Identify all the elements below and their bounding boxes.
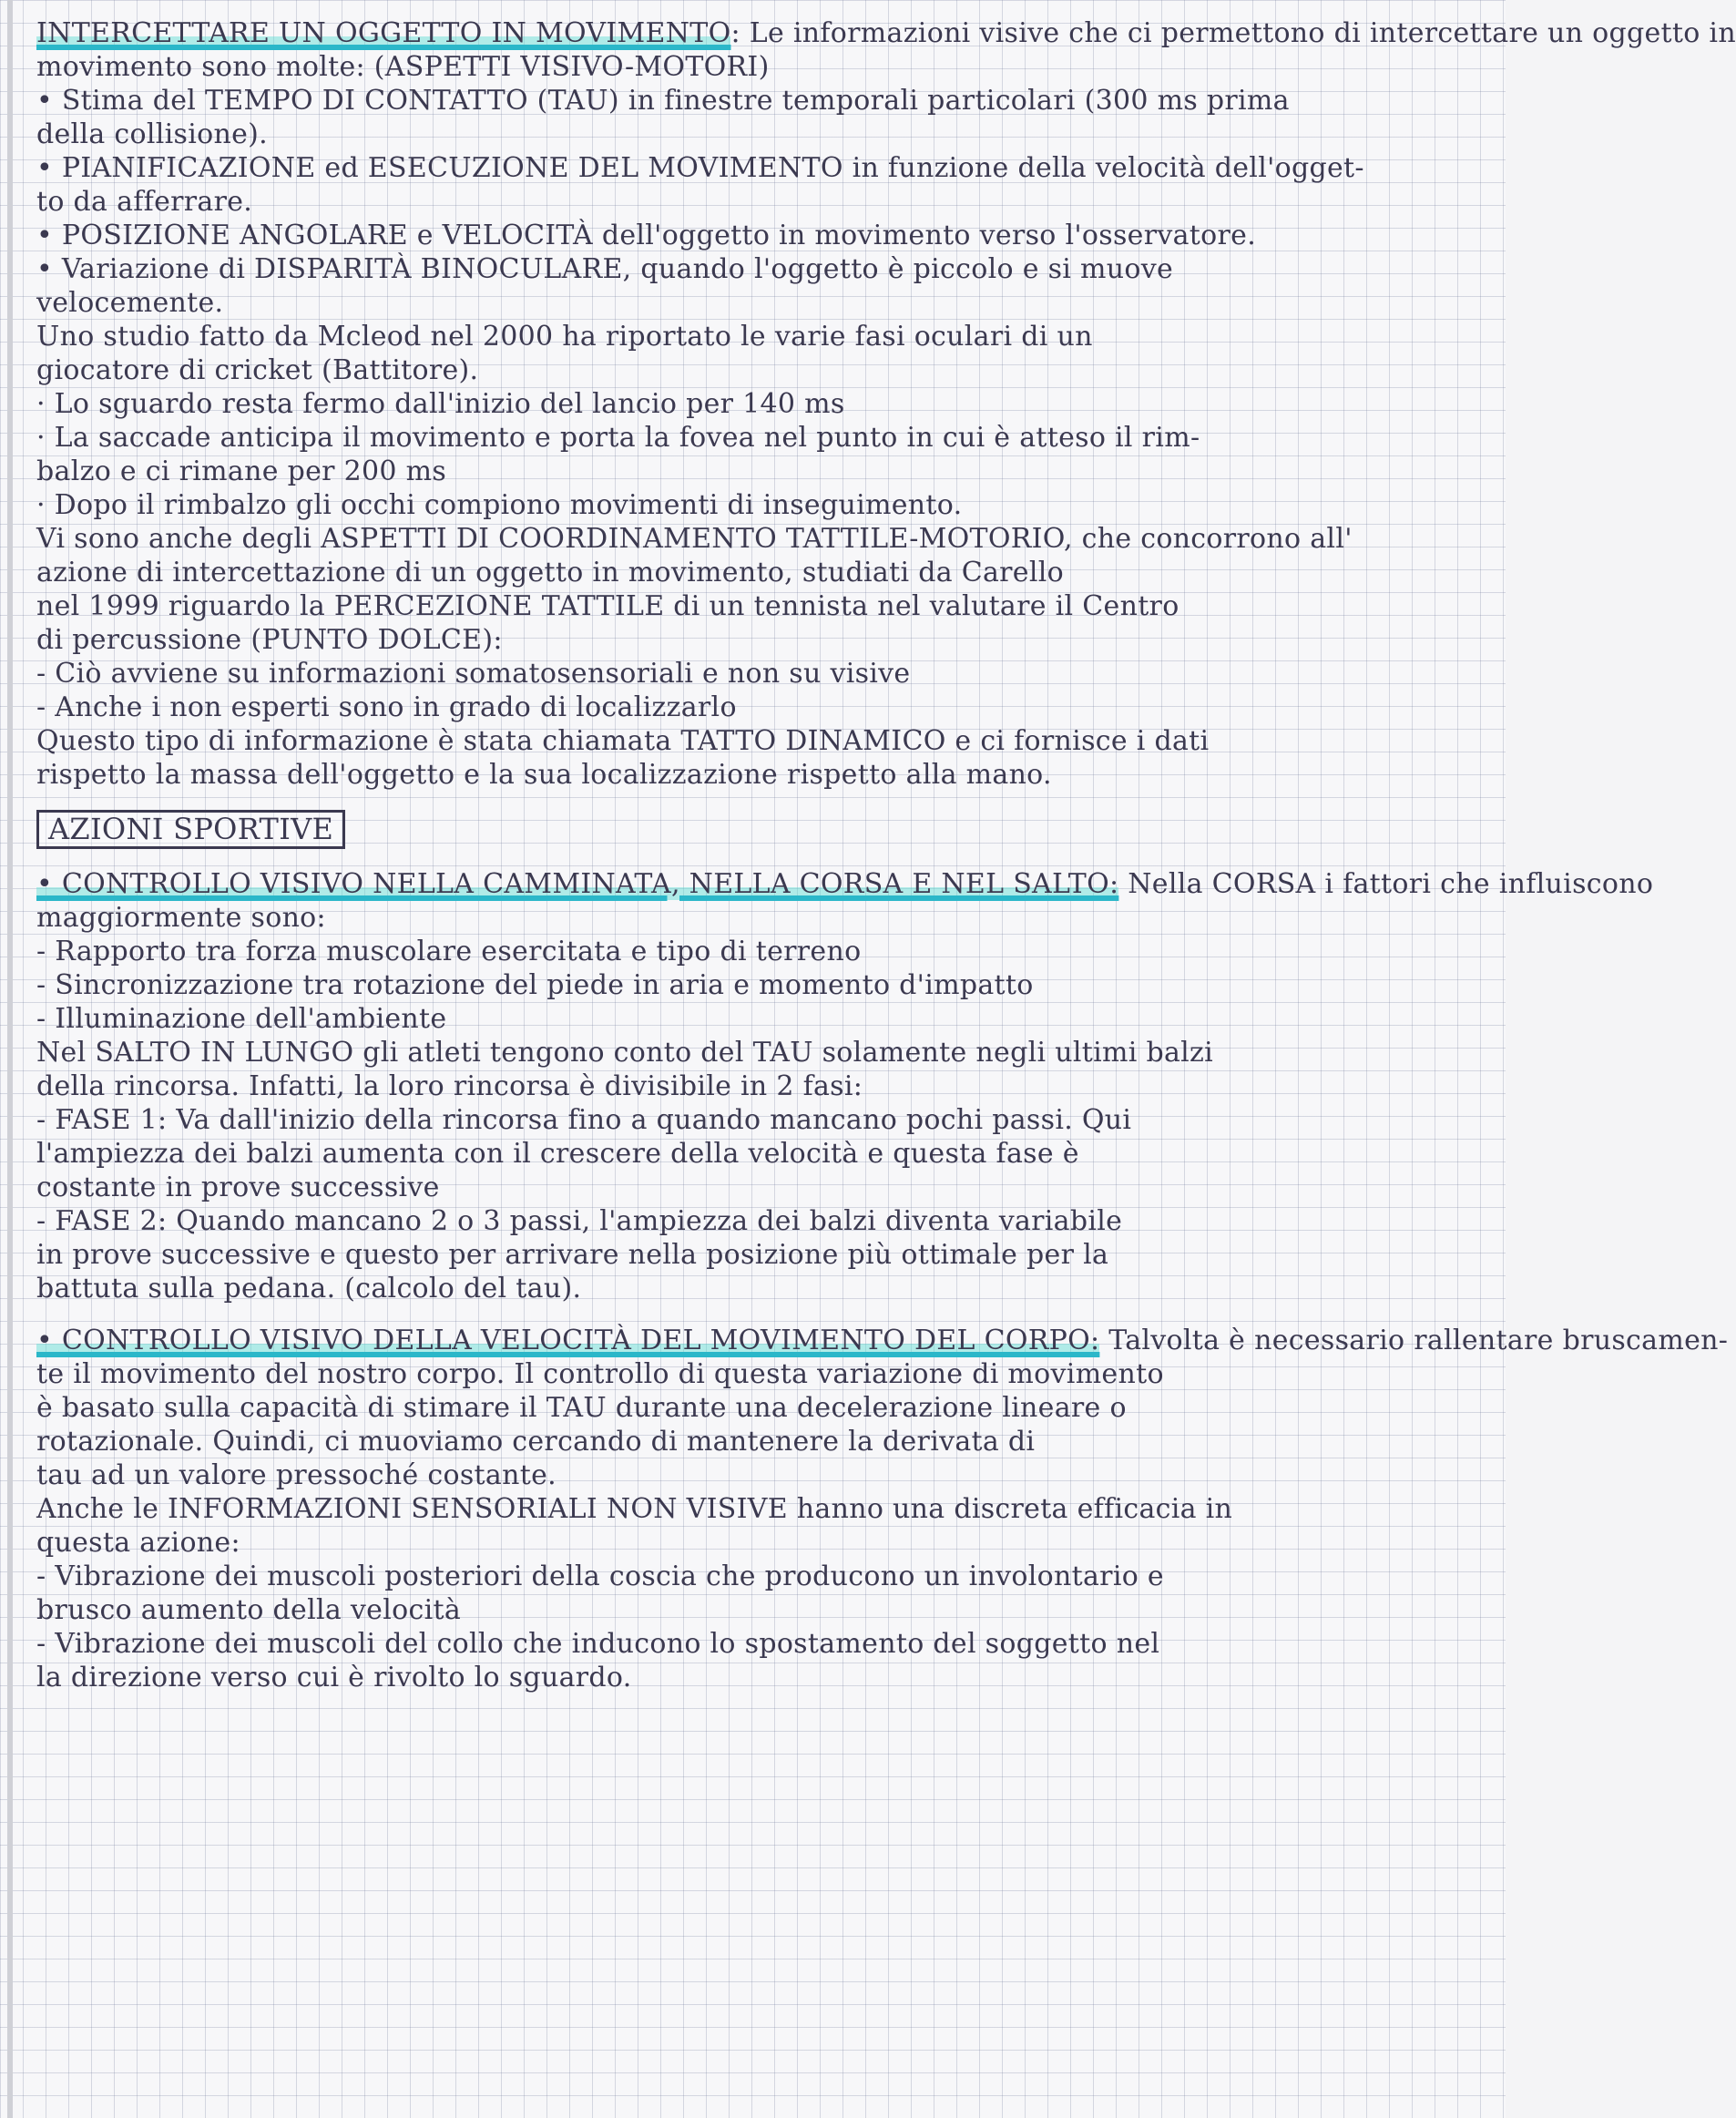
dash-item: - Vibrazione dei muscoli posteriori della coscia che producono un involontario e	[36, 1560, 1164, 1592]
section-title: INTERCETTARE UN OGGETTO IN MOVIMENTO	[36, 17, 731, 49]
paragraph-line: azione di intercettazione di un oggetto in movimento, studiati da Carello	[36, 557, 1065, 588]
paragraph-line: rispetto la massa dell'oggetto e la sua localizzazione rispetto alla mano.	[36, 759, 1052, 791]
paragraph-line: te il movimento del nostro corpo. Il controllo di questa variazione di movimento	[36, 1358, 1164, 1390]
paragraph-line: è basato sulla capacità di stimare il TAU durante una decelerazione lineare o	[36, 1392, 1127, 1424]
text-line: della collisione).	[36, 118, 268, 150]
dot-item: · Dopo il rimbalzo gli occhi compiono movimenti di inseguimento.	[36, 489, 963, 521]
text-line: battuta sulla pedana. (calcolo del tau).	[36, 1273, 582, 1305]
text-line: movimento sono molte: (ASPETTI VISIVO-MOTORI)	[36, 51, 770, 83]
boxed-section-title: AZIONI SPORTIVE	[36, 810, 345, 849]
text-line: maggiormente sono:	[36, 902, 326, 934]
paragraph-line: Nel SALTO IN LUNGO gli atleti tengono conto del TAU solamente negli ultimi balzi	[36, 1037, 1214, 1069]
subheading-tail: Talvolta è necessario rallentare bruscamen-	[1108, 1325, 1729, 1356]
subheading: • CONTROLLO VISIVO NELLA CAMMINATA, NELLA CORSA E NEL SALTO:	[36, 868, 1119, 900]
text-line: balzo e ci rimane per 200 ms	[36, 455, 447, 487]
text-line: to da afferrare.	[36, 186, 253, 218]
section-title-line: INTERCETTARE UN OGGETTO IN MOVIMENTO: Le informazioni visive che ci permettono di intercettare un oggetto in	[36, 17, 1736, 49]
paragraph-line: Questo tipo di informazione è stata chiamata TATTO DINAMICO e ci fornisce i dati	[36, 725, 1210, 757]
dash-item: - Anche i non esperti sono in grado di localizzarlo	[36, 691, 737, 723]
paragraph-line: della rincorsa. Infatti, la loro rincorsa è divisibile in 2 fasi:	[36, 1070, 863, 1102]
text-line: costante in prove successive	[36, 1172, 440, 1203]
dot-item: · La saccade anticipa il movimento e porta la fovea nel punto in cui è atteso il rim-	[36, 422, 1200, 454]
handwritten-notes	[36, 16, 1736, 1694]
intro-text: Le informazioni visive che ci permettono di intercettare un oggetto in	[749, 17, 1736, 49]
dash-item: - Rapporto tra forza muscolare esercitata e tipo di terreno	[36, 936, 862, 967]
dash-item: - Vibrazione dei muscoli del collo che inducono lo spostamento del soggetto nel	[36, 1628, 1160, 1660]
subheading-line	[36, 1324, 1729, 1357]
text-line: questa azione:	[36, 1527, 240, 1559]
paragraph-line: Anche le INFORMAZIONI SENSORIALI NON VISIVE hanno una discreta efficacia in	[36, 1493, 1233, 1525]
bullet-line: • POSIZIONE ANGOLARE e VELOCITÀ dell'oggetto in movimento verso l'osservatore.	[36, 220, 1257, 251]
text-line: l'ampiezza dei balzi aumenta con il crescere della velocità e questa fase è	[36, 1138, 1079, 1170]
dot-item: · Lo sguardo resta fermo dall'inizio del lancio per 140 ms	[36, 388, 845, 420]
box-title-line	[36, 810, 1485, 849]
dash-item: - Sincronizzazione tra rotazione del piede in aria e momento d'impatto	[36, 969, 1034, 1001]
text-line: brusco aumento della velocità	[36, 1594, 462, 1626]
text-line: la direzione verso cui è rivolto lo sguardo.	[36, 1662, 632, 1693]
text-line: velocemente.	[36, 287, 224, 319]
subheading: • CONTROLLO VISIVO DELLA VELOCITÀ DEL MOVIMENTO DEL CORPO:	[36, 1325, 1100, 1356]
dash-item: - Illuminazione dell'ambiente	[36, 1003, 447, 1035]
subheading-tail: Nella CORSA i fattori che influiscono	[1128, 868, 1654, 900]
phase-item: - FASE 2: Quando mancano 2 o 3 passi, l'ampiezza dei balzi diventa variabile	[36, 1205, 1123, 1237]
paragraph-line: nel 1999 riguardo la PERCEZIONE TATTILE di un tennista nel valutare il Centro	[36, 590, 1179, 622]
bullet-line: • PIANIFICAZIONE ed ESECUZIONE DEL MOVIMENTO in funzione della velocità dell'ogget-	[36, 152, 1364, 184]
paragraph-line: tau ad un valore pressoché costante.	[36, 1459, 557, 1491]
paragraph-line: Uno studio fatto da Mcleod nel 2000 ha riportato le varie fasi oculari di un	[36, 321, 1093, 353]
page-margin	[7, 0, 13, 2118]
subheading-line	[36, 867, 1654, 901]
text-line: in prove successive e questo per arrivare nella posizione più ottimale per la	[36, 1239, 1109, 1271]
phase-item: - FASE 1: Va dall'inizio della rincorsa fino a quando mancano pochi passi. Qui	[36, 1104, 1132, 1136]
bullet-line: • Variazione di DISPARITÀ BINOCULARE, quando l'oggetto è piccolo e si muove	[36, 253, 1174, 285]
dash-item: - Ciò avviene su informazioni somatosensoriali e non su visive	[36, 658, 911, 690]
paragraph-line: giocatore di cricket (Battitore).	[36, 354, 479, 386]
paragraph-line: rotazionale. Quindi, ci muoviamo cercando di mantenere la derivata di	[36, 1426, 1036, 1458]
paragraph-line: Vi sono anche degli ASPETTI DI COORDINAMENTO TATTILE-MOTORIO, che concorrono all'	[36, 523, 1353, 555]
bullet-line: • Stima del TEMPO DI CONTATTO (TAU) in finestre temporali particolari (300 ms prima	[36, 85, 1290, 117]
paragraph-line: di percussione (PUNTO DOLCE):	[36, 624, 503, 656]
